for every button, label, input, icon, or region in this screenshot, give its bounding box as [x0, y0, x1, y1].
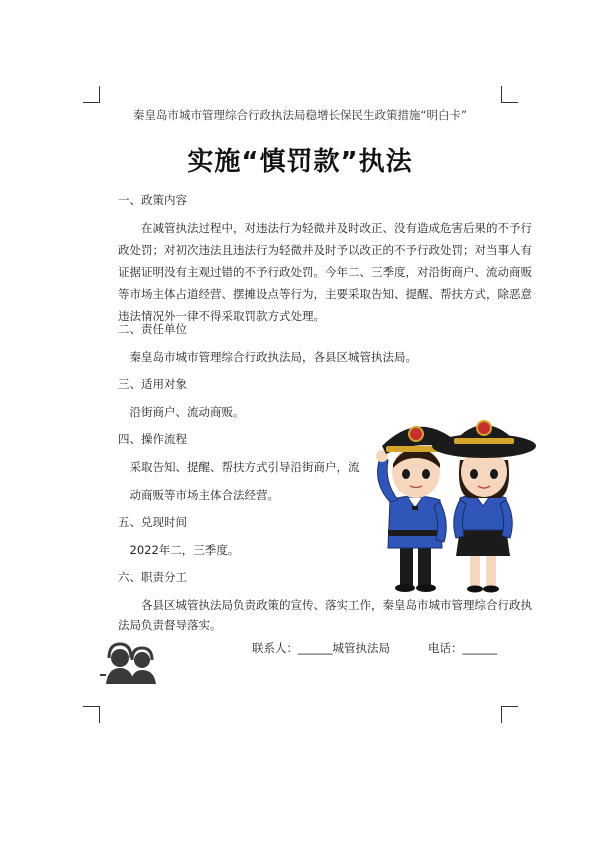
section-1-title: 一、政策内容 [118, 193, 187, 207]
section-5-title: 五、兑现时间 [118, 515, 187, 529]
crop-mark-top-left [83, 86, 100, 103]
section-1-line-3: 证据证明没有主观过错的不予行政处罚。今年二、三季度，对沿街商户、流动商贩 [118, 265, 532, 279]
crop-mark-bottom-left [83, 706, 100, 723]
section-3-body: 沿街商户、流动商贩。 [118, 405, 245, 419]
section-6-title: 六、职责分工 [118, 570, 187, 584]
section-2-body: 秦皇岛市城市管理综合行政执法局，各县区城管执法局。 [118, 350, 417, 364]
section-4-line-2: 动商贩等市场主体合法经营。 [118, 488, 279, 502]
section-6-line-1: 各县区城管执法局负责政策的宣传、落实工作，秦皇岛市城市管理综合行政执 [118, 598, 532, 612]
contact-phone: 电话：______ [428, 641, 497, 655]
document-header: 秦皇岛市城市管理综合行政执法局稳增长保民生政策措施“明白卡” [133, 108, 467, 122]
hotline-agents-icon [100, 638, 162, 686]
section-3-title: 三、适用对象 [118, 377, 187, 391]
section-1-line-1: 在减管执法过程中，对违法行为轻微并及时改正、没有造成危害后果的不予行 [118, 221, 532, 235]
section-6-line-2: 法局负责督导落实。 [118, 618, 222, 632]
section-1-line-2: 政处罚；对初次违法且违法行为轻微并及时予以改正的不予行政处罚；对当事人有 [118, 243, 532, 257]
crop-mark-top-right [501, 86, 518, 103]
police-officers-illustration [360, 402, 550, 597]
contact-person: 联系人：______城管执法局 [252, 641, 390, 655]
section-5-body: 2022年二，三季度。 [118, 543, 240, 557]
section-1-line-4: 等市场主体占道经营、摆摊设点等行为，主要采取告知、提醒、帮扶方式，除恶意 [118, 287, 532, 301]
section-4-title: 四、操作流程 [118, 432, 187, 446]
document-title: 实施“慎罚款”执法 [187, 147, 413, 177]
section-1-line-5: 违法情况外一律不得采取罚款方式处理。 [118, 309, 325, 323]
section-4-line-1: 采取告知、提醒、帮扶方式引导沿街商户，流 [118, 460, 360, 474]
crop-mark-bottom-right [501, 706, 518, 723]
female-officer-icon [432, 421, 536, 593]
section-2-title: 二、责任单位 [118, 322, 187, 336]
